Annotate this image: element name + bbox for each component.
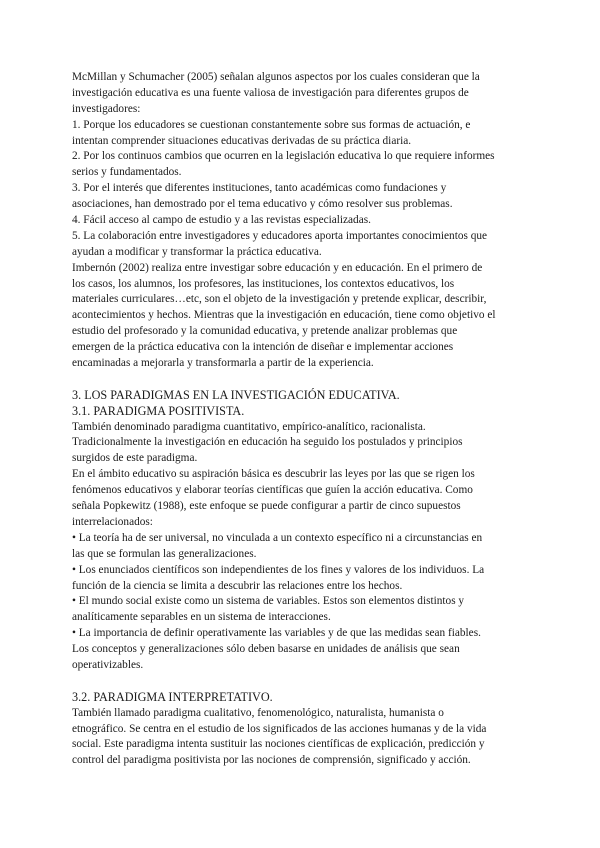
text-line: Imbernón (2002) realiza entre investigar sobre educación y en educación. En el primero de xyxy=(72,261,483,274)
text-line: control del paradigma positivista por las nociones de comprensión, significado y acción. xyxy=(72,754,471,767)
text-line: • La importancia de definir operativamente las variables y de que las medidas sean fiables. xyxy=(72,627,481,640)
section-heading: 3. LOS PARADIGMAS EN LA INVESTIGACIÓN EDUCATIVA. xyxy=(72,387,400,402)
text-line: operativizables. xyxy=(72,658,144,671)
text-line: acontecimientos y hechos. Mientras que la investigación en educación, tiene como objetivo el xyxy=(72,309,496,322)
text-line: • Los enunciados científicos son independientes de los fines y valores de los individuos. La xyxy=(72,563,485,576)
text-line: serios y fundamentados. xyxy=(72,166,182,179)
text-line: los casos, los alumnos, los profesores, las instituciones, los contextos educativos, los xyxy=(72,277,455,290)
text-line: Tradicionalmente la investigación en educación ha seguido los postulados y principios xyxy=(72,436,463,449)
text-line: También llamado paradigma cualitativo, fenomenológico, naturalista, humanista o xyxy=(72,706,444,719)
text-line: social. Este paradigma intenta sustituir las nociones científicas de explicación, predicción y xyxy=(72,738,485,751)
text-line: señala Popkewitz (1988), este enfoque se puede configurar a partir de cinco supuestos xyxy=(72,500,461,513)
text-line: asociaciones, han demostrado por el tema educativo y cómo resolver sus problemas. xyxy=(72,198,453,211)
text-line: encaminadas a mejorarla y transformarla a partir de la experiencia. xyxy=(72,357,374,370)
spacer xyxy=(72,372,540,388)
section-interpretativo xyxy=(72,690,540,769)
text-line: Los conceptos y generalizaciones sólo deben basarse en unidades de análisis que sean xyxy=(72,643,460,656)
text-line: • La teoría ha de ser universal, no vinculada a un contexto específico ni a circunstancias en xyxy=(72,531,483,544)
text-line: fenómenos educativos y elaborar teorías científicas que guíen la acción educativa. Como xyxy=(72,484,473,497)
text-line: 4. Fácil acceso al campo de estudio y a las revistas especializadas. xyxy=(72,214,371,227)
intro-block xyxy=(72,70,540,372)
text-line: 2. Por los continuos cambios que ocurren en la legislación educativa lo que requiere informes xyxy=(72,150,495,163)
text-line: investigadores: xyxy=(72,102,141,115)
section-paradigmas xyxy=(72,388,540,674)
subsection-heading: 3.1. PARADIGMA POSITIVISTA. xyxy=(72,403,245,418)
text-line: 3. Por el interés que diferentes instituciones, tanto académicas como fundaciones y xyxy=(72,182,447,195)
text-line: materiales curriculares…etc, son el objeto de la investigación y pretende explicar, describir, xyxy=(72,293,487,306)
text-line: surgidos de este paradigma. xyxy=(72,452,198,465)
text-line: investigación educativa es una fuente valiosa de investigación para diferentes grupos de xyxy=(72,86,469,99)
subsection-heading: 3.2. PARADIGMA INTERPRETATIVO. xyxy=(72,689,273,704)
text-line: 5. La colaboración entre investigadores y educadores aporta importantes conocimientos que xyxy=(72,229,488,242)
text-line: McMillan y Schumacher (2005) señalan algunos aspectos por los cuales consideran que la xyxy=(72,71,480,83)
text-line: analíticamente separables en un sistema de interacciones. xyxy=(72,611,331,624)
text-line: • El mundo social existe como un sistema de variables. Estos son elementos distintos y xyxy=(72,595,465,608)
text-line: intentan comprender situaciones educativas derivadas de su práctica diaria. xyxy=(72,134,412,147)
text-line: las que se formulan las generalizaciones. xyxy=(72,547,257,560)
spacer xyxy=(72,674,540,690)
text-line: etnográfico. Se centra en el estudio de los significados de las acciones humanas y de la vida xyxy=(72,722,487,735)
text-line: 1. Porque los educadores se cuestionan constantemente sobre sus formas de actuación, e xyxy=(72,118,471,131)
text-line: emergen de la práctica educativa con la intención de diseñar e implementar acciones xyxy=(72,341,454,354)
text-line: interrelacionados: xyxy=(72,515,153,528)
text-line: estudio del profesorado y la comunidad educativa, y pretende analizar problemas que xyxy=(72,325,458,338)
text-line: También denominado paradigma cuantitativo, empírico-analítico, racionalista. xyxy=(72,420,426,433)
text-line: En el ámbito educativo su aspiración básica es descubrir las leyes por las que se rigen los xyxy=(72,468,475,481)
text-line: ayudan a modificar y transformar la práctica educativa. xyxy=(72,245,322,258)
text-line: función de la ciencia se limita a descubrir las relaciones entre los hechos. xyxy=(72,579,403,592)
